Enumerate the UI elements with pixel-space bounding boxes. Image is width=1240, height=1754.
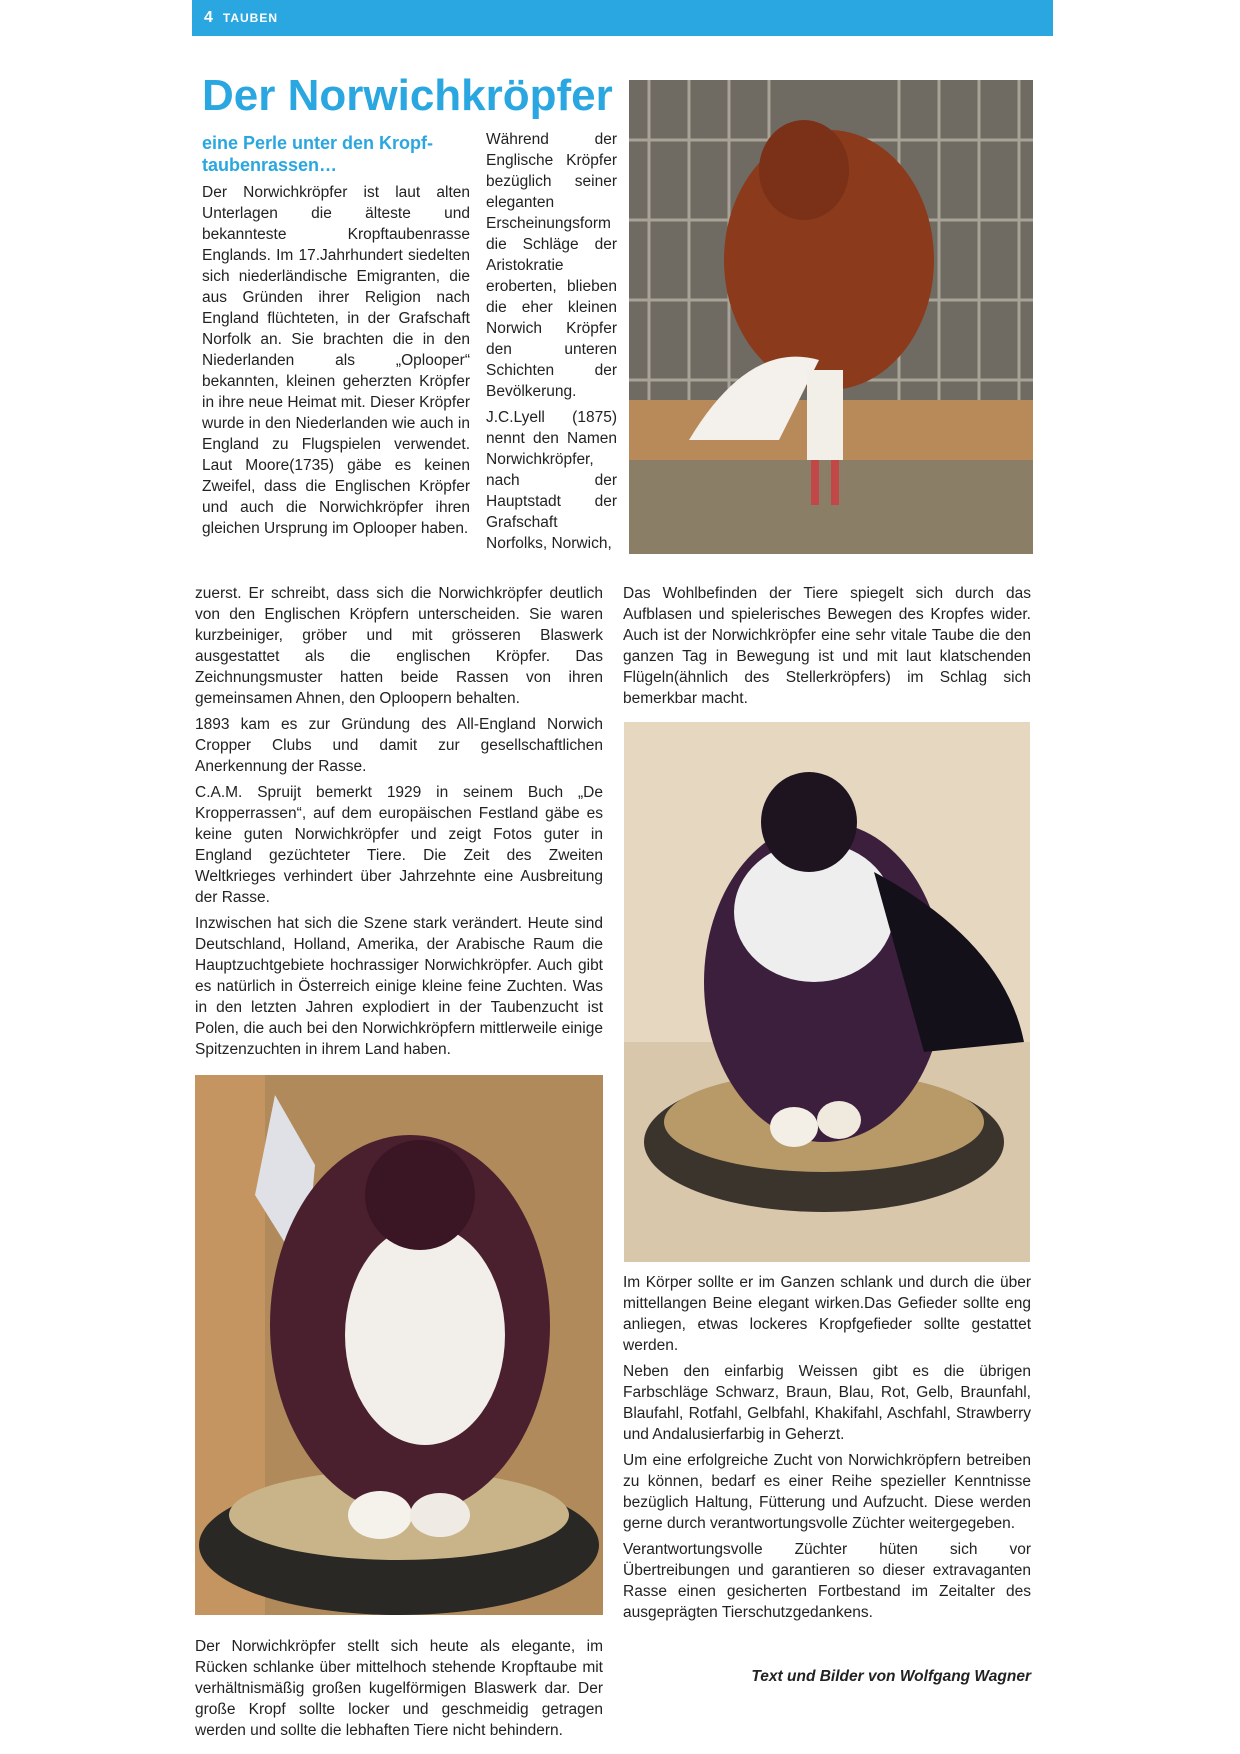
text-column-3 xyxy=(195,583,603,1065)
photo-brown-white-pigeon-nest xyxy=(195,1075,603,1615)
paragraph: zuerst. Er schreibt, dass sich die Norwichkröpfer deutlich von den Englischen Kröpfern unterscheiden. Sie waren kurzbeiniger, gröber und mit grösseren Blaswerk ausgestattet als die englischen Kröpfer. Das Zeichnungsmuster hatten beide Rassen von ihren gemeinsamen Ahnen, den Oploopern behalten. xyxy=(195,585,603,707)
author-credit: Text und Bilder von Wolfgang Wagner xyxy=(751,1668,1031,1685)
text-column-5 xyxy=(195,1636,603,1746)
text-column-6 xyxy=(623,1272,1031,1628)
text-column-4 xyxy=(623,583,1031,714)
article-title: Der Norwichkröpfer xyxy=(202,71,613,120)
section-label: TAUBEN xyxy=(222,11,279,25)
page-number: 4 xyxy=(204,9,213,26)
photo-red-white-pigeon xyxy=(629,80,1033,554)
article-subtitle: eine Perle unter den Kropf-taubenrassen… xyxy=(202,133,434,175)
paragraph: Der Norwichkröpfer ist laut alten Unterlagen die älteste und bekannteste Kropftaubenrasse Englands. Im 17.Jahrhundert siedelten sich niederländische Emigranten, die aus Gründen ihrer Religion nach England flüchteten, in der Grafschaft Norfolk an. Sie brachten die in den Niederlanden als „Oplooper“ bekannten, kleinen geherzten Kröpfer in ihre neue Heimat mit. Dieser Kröpfer wurde in den Niederlanden wie auch in England zu Flugspielen verwendet. Laut Moore(1735) gäbe es keinen Zweifel, dass die Englischen Kröpfer und auch die Norwichkröpfer ihren gleichen Ursprung im Oplooper haben. xyxy=(202,184,470,537)
paragraph: C.A.M. Spruijt bemerkt 1929 in seinem Buch „De Kropperrassen“, auf dem europäischen Festland gäbe es keine guten Norwichkröpfer und zeigt Fotos guter in England gezüchteter Tiere. Die Zeit des Zweiten Weltkrieges verhindert über Jahrzehnte eine Ausbreitung der Rasse. xyxy=(195,784,603,906)
paragraph: Das Wohlbefinden der Tiere spiegelt sich durch das Aufblasen und spielerisches Bewegen des Kropfes wider. Auch ist der Norwichkröpfer eine sehr vitale Taube die den ganzen Tag in Bewegung ist und mit laut klatschenden Flügeln(ähnlich des Stellerkröpfers) im Schlag sich bemerkbar macht. xyxy=(623,585,1031,707)
paragraph: 1893 kam es zur Gründung des All-England Norwich Cropper Clubs und damit zur gesellschaftlichen Anerkennung der Rasse. xyxy=(195,716,603,775)
paragraph: J.C.Lyell (1875) nennt den Namen Norwichkröpfer, nach der Hauptstadt der Grafschaft Norfolks, Norwich, xyxy=(486,409,617,552)
text-column-2 xyxy=(486,129,617,559)
text-column-1 xyxy=(202,182,470,544)
paragraph: Im Körper sollte er im Ganzen schlank und durch die über mittellangen Beine elegant wirken.Das Gefieder sollte eng anliegen, etwas lockeres Kropfgefieder sollte gestattet werden. xyxy=(623,1274,1031,1354)
photo-dark-pigeon-nest xyxy=(624,722,1030,1262)
paragraph: Neben den einfarbig Weissen gibt es die übrigen Farbschläge Schwarz, Braun, Blau, Rot, Gelb, Braunfahl, Blaufahl, Rotfahl, Gelbfahl, Khakifahl, Aschfahl, Strawberry und Andalusierfarbig in Geherzt. xyxy=(623,1363,1031,1443)
paragraph: Um eine erfolgreiche Zucht von Norwichkröpfern betreiben zu können, bedarf es einer Reihe spezieller Kenntnisse bezüglich Haltung, Fütterung und Aufzucht. Diese werden gerne durch verantwortungsvolle Züchter weitergegeben. xyxy=(623,1452,1031,1532)
paragraph: Inzwischen hat sich die Szene stark verändert. Heute sind Deutschland, Holland, Amerika, der Arabische Raum die Hauptzuchtgebiete hochrassiger Norwichkröpfer. Auch gibt es natürlich in Österreich einige kleine feine Zuchten. Was in den letzten Jahren explodiert in der Taubenzucht ist Polen, die auch bei den Norwichkröpfern mittlerweile einige Spitzenzuchten in ihrem Land haben. xyxy=(195,915,603,1058)
paragraph: Während der Englische Kröpfer bezüglich seiner eleganten Erscheinungsform die Schläge der Aristokratie eroberten, blieben die eher kleinen Norwich Kröpfer den unteren Schichten der Bevölkerung. xyxy=(486,131,617,400)
paragraph: Verantwortungsvolle Züchter hüten sich vor Übertreibungen und garantieren so dieser extravaganten Rasse einen gesicherten Fortbestand im Zeitalter des ausgeprägten Tierschutzgedankens. xyxy=(623,1541,1031,1621)
paragraph: Der Norwichkröpfer stellt sich heute als elegante, im Rücken schlanke über mittelhoch stehende Kropftaube mit verhältnismäßig großen kugelförmigen Blaswerk dar. Der große Kropf sollte locker und geschmeidig getragen werden und sollte die lebhaften Tiere nicht behindern. xyxy=(195,1638,603,1739)
header-bar xyxy=(192,0,1053,36)
